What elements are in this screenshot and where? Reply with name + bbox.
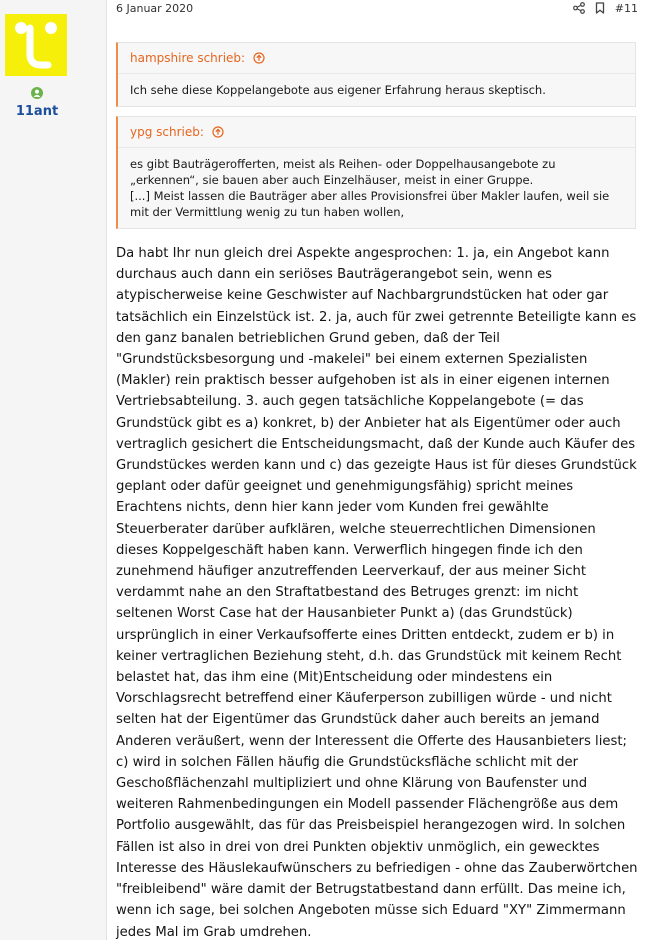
bookmark-icon[interactable] bbox=[595, 2, 605, 14]
avatar[interactable] bbox=[5, 14, 67, 76]
circle-arrow-up-icon[interactable] bbox=[253, 45, 265, 75]
quote-content bbox=[118, 74, 635, 106]
quote-header[interactable] bbox=[118, 117, 635, 148]
post-actions bbox=[573, 0, 638, 16]
user-sidebar bbox=[0, 0, 107, 940]
quote-text: [...] Meist lassen die Bauträger aber alles Provisionsfrei über Makler laufen, weil sie mit der Vermittlung wenig zu tun haben wollen, bbox=[130, 189, 610, 219]
quote-text: es gibt Bauträgerofferten, meist als Reihen- oder Doppelhausangebote zu „erkennen“, sie bauen aber auch Einzelhäuser, meist in einer Gruppe. bbox=[130, 157, 556, 187]
post-number-link[interactable]: #11 bbox=[614, 1, 638, 15]
quote-text: Ich sehe diese Koppelangebote aus eigener Erfahrung heraus skeptisch. bbox=[130, 83, 546, 97]
quote-author[interactable]: hampshire schrieb: bbox=[130, 51, 246, 65]
avatar-face-icon bbox=[5, 14, 67, 76]
username-link[interactable]: 11ant bbox=[15, 104, 59, 119]
post-message: Da habt Ihr nun gleich drei Aspekte angesprochen: 1. ja, ein Angebot kann durchaus auch dann ein seriöses Bauträgerangebot sein, wenn es atypischerweise keine Geschwister auf Nachbargrundstücken hat oder gar tatsächlich ein Einzelstück ist. 2. ja, auch für zwei getrennte Beteiligte kann es den ganz banalen betrieblichen Grund geben, daß der Teil "Grundstücksbesorgung und -makelei" bei einem externen Spezialisten (Makler) rein praktisch besser aufgehoben ist als in einer eigenen internen Vertriebsabteilung. 3. auch gegen tatsächliche Koppelangebote (= das Grundstück gibt es a) konkret, b) der Anbieter hat als Eigentümer oder auch vertraglich gesichert die Entscheidungsmacht, daß der Kunde auch Käufer des Grundstückes werden kann und c) das gezeigte Haus ist für dieses Grundstück geplant oder dafür geeignet und genehmigungsfähig) spricht meines Erachtens nichts, denn hier kann jeder vom Kunden frei gewählte Steuerberater darüber aufklären, welche steuerrechtlichen Dimensionen dieses Koppelgeschäft haben kann. Verwerflich hingegen finde ich den zunehmend häufiger anzutreffenden Leerverkauf, der aus meiner Sicht verdammt nahe an den Straftatbestand des Betruges grenzt: im nicht seltenen Worst Case hat der Hausanbieter Punkt a) (das Grundstück) ursprünglich in einer Verkaufsofferte eines Dritten entdeckt, zudem er b) in keiner vertraglichen Beziehung steht, d.h. das Grundstück mit keinem Recht belastet hat, das ihm eine (Mit)Entscheidung oder mindestens ein Vorschlagsrecht betreffend einer Käuferperson zubilligen würde - und nicht selten hat der Eigentümer das Grundstück daher auch bereits an jemand Anderen veräußert, wenn der Interessent die Offerte des Hausanbieters liest; c) wird in solchen Fällen häufig die Grundstücksfläche schlicht mit der Geschoßflächenzahl multipliziert und ohne Klärung von Baufenster und weiteren Rahmenbedingungen ein Modell passender Flächengröße aus dem Portfolio ausgewählt, das für das Preisbeispiel herangezogen wird. In solchen Fällen ist also in drei von drei Punkten objektiv unmöglich, ein gewecktes Interesse des Häuslekaufwünschers zu befriedigen - ohne das Zauberwörtchen "freibleibend" wäre damit der Betrugstatbestand dann erfüllt. Das meine ich, wenn ich sage, bei solchen Angeboten müsse sich Eduard "XY" Zimmermann jedes Mal im Grab umdrehen. bbox=[116, 246, 638, 940]
quote-author[interactable]: ypg schrieb: bbox=[130, 125, 204, 139]
share-icon[interactable] bbox=[573, 2, 585, 14]
quote-header[interactable] bbox=[118, 43, 635, 74]
post-main bbox=[106, 0, 646, 940]
person-online-icon bbox=[31, 84, 43, 96]
quote-block bbox=[116, 42, 636, 107]
quote-content bbox=[118, 148, 635, 228]
quote-block bbox=[116, 116, 636, 229]
circle-arrow-up-icon[interactable] bbox=[212, 119, 224, 149]
post-date[interactable]: 6 Januar 2020 bbox=[116, 2, 194, 15]
